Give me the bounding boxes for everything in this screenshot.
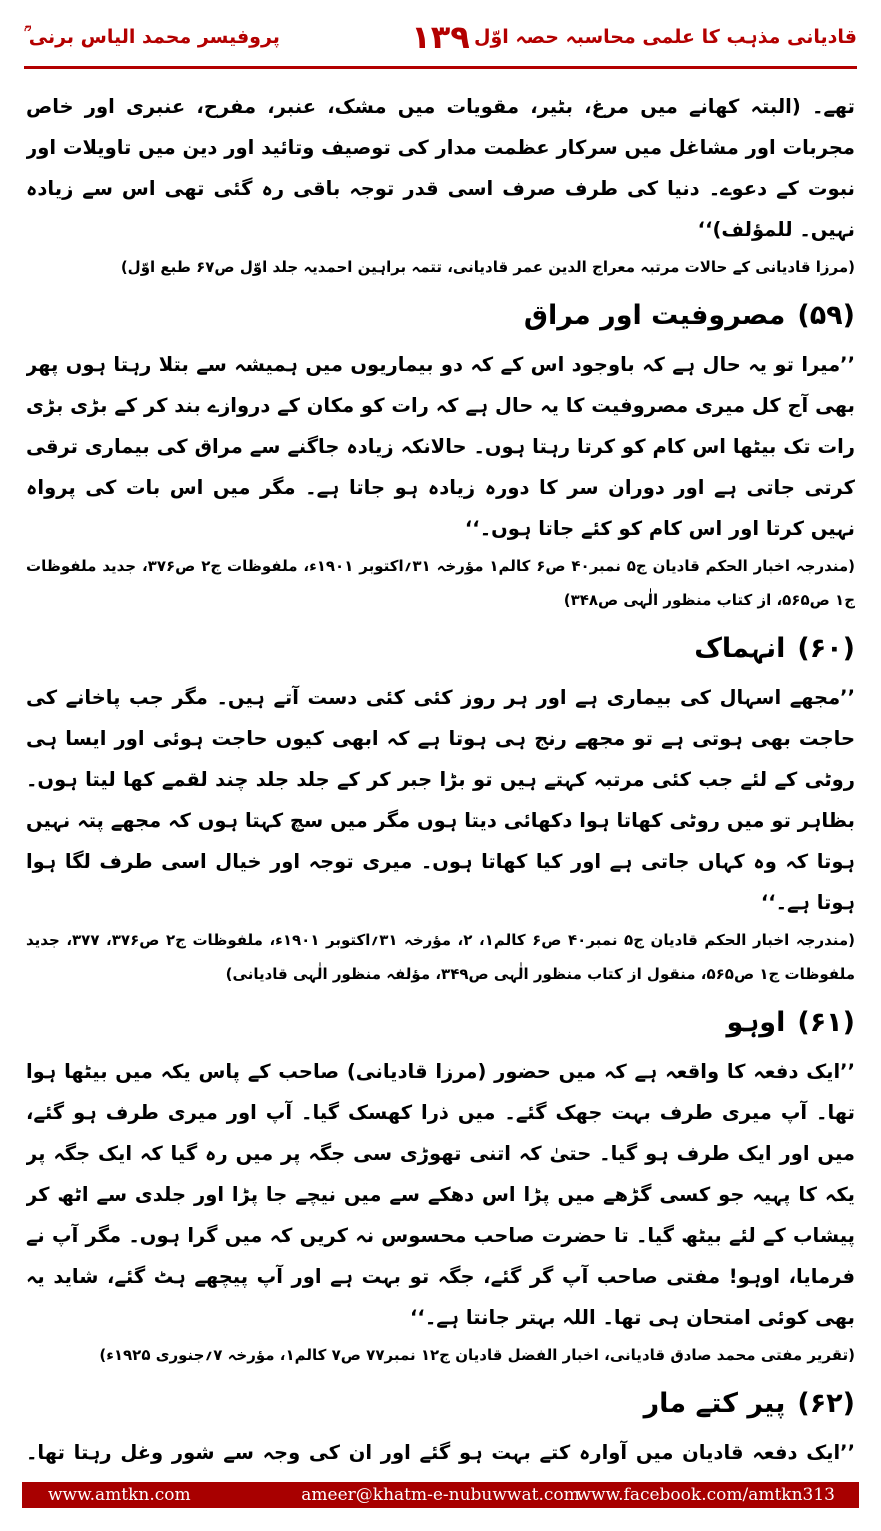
footer-website-link[interactable]: www.amtkn.com (48, 1485, 191, 1505)
section-60-text: ’’مجھے اسہال کی بیماری ہے اور ہر روز کئی کئی دست آتے ہیں۔ مگر جب پاخانے کی حاجت بھی ہوتی ہے تو مجھے رنج ہی ہوتا ہے کہ ابھی کیوں حاجت ہوئی اور ایسا ہی روٹی کے لئے جب کئی مرتبہ کہتے ہیں تو بڑا جبر کر کے جلد جلد چند لقمے کھا لیتا ہوں۔ بظاہر تو میں روٹی کھاتا ہوا دکھائی دیتا ہوں مگر میں سچ کہتا ہوں کہ مجھے پتہ نہیں ہوتا کہ وہ کہاں جاتی ہے اور کیا کھاتا ہوں۔ میری توجہ اور خیال اسی طرف لگا ہوا ہوتا ہے۔‘‘ (26, 686, 855, 914)
section-62-number: (۶۲) (797, 1388, 855, 1419)
section-59-title: مصروفیت اور مراق (523, 300, 786, 331)
section-60-number: (۶۰) (797, 633, 855, 664)
intro-paragraph: تھے۔ (البتہ کھانے میں مرغ، بٹیر، مقویات میں مشک، عنبر، مفرح، عنبری اور خاص مجربات اور مشاغل میں سرکار عظمت مدار کی توصیف وتائید اور دین میں تاویلات اور نبوت کے دعوے۔ دنیا کی طرف صرف اسی قدر توجہ باقی رہ گئی تھی اس سے زیادہ نہیں۔ للمؤلف)‘‘ (26, 95, 855, 241)
book-title: قادیانی مذہب کا علمی محاسبہ حصہ اوّل (473, 26, 857, 48)
section-59-text: ’’میرا تو یہ حال ہے کہ باوجود اس کے کہ دو بیماریوں میں ہمیشہ سے بتلا رہتا ہوں پھر بھی آج کل میری مصروفیت کا یہ حال ہے کہ رات کو مکان کے دروازے بند کر کے بڑی بڑی رات تک بیٹھا اس کام کو کرتا رہتا ہوں۔ حالانکہ زیادہ جاگنے سے مراق کی بیماری ترقی کرتی جاتی ہے اور دوران سر کا دورہ زیادہ ہو جاتا ہے۔ مگر میں اس بات کی پرواہ نہیں کرتا اور اس کام کو کئے جاتا ہوں۔‘‘ (26, 353, 855, 540)
author-name: پروفیسر محمد الیاس برنی ؒ (24, 26, 280, 48)
header-divider (24, 66, 857, 69)
section-59-heading (26, 294, 855, 338)
section-61-title: اوہو (726, 1007, 786, 1038)
footer-email-link[interactable]: ameer@khatm-e-nubuwwat.com (301, 1485, 580, 1505)
section-60-reference: (مندرجہ اخبار الحکم قادیان ج۵ نمبر۴۰ ص۶ کالم۱، ۲، مؤرخہ ۳۱؍اکتوبر ۱۹۰۱ء، ملفوظات ج۲ ص۳۷۶، ۳۷۷، جدید ملفوظات ج۱ ص۵۶۵، منقول از کتاب منظور الٰہی ص۳۴۹، مؤلفہ منظور الٰہی قادیانی) (26, 931, 855, 983)
page-number: ۱۳۹ (411, 18, 470, 56)
section-61-heading (26, 1001, 855, 1045)
section-61-reference: (تقریر مفتی محمد صادق قادیانی، اخبار الفضل قادیان ج۱۲ نمبر۷۷ ص۷ کالم۱، مؤرخہ ۷؍جنوری ۱۹۲۵ء) (99, 1346, 855, 1364)
page-footer (22, 1482, 859, 1508)
section-62-title: پیر کتے مار (643, 1388, 786, 1419)
intro-reference: (مرزا قادیانی کے حالات مرتبہ معراج الدین عمر قادیانی، تتمہ براہین احمدیہ جلد اوّل ص۶۷ طبع اوّل) (120, 258, 855, 276)
section-61-number: (۶۱) (797, 1007, 855, 1038)
section-62-heading (26, 1382, 855, 1426)
section-59-reference: (مندرجہ اخبار الحکم قادیان ج۵ نمبر۴۰ ص۶ کالم۱ مؤرخہ ۳۱؍اکتوبر ۱۹۰۱ء، ملفوظات ج۲ ص۳۷۶، جدید ملفوظات ج۱ ص۵۶۵، از کتاب منظور الٰہی ص۳۴۸) (26, 557, 855, 609)
section-61-text: ’’ایک دفعہ کا واقعہ ہے کہ میں حضور (مرزا قادیانی) صاحب کے پاس یکہ میں بیٹھا ہوا تھا۔ آپ میری طرف بہت جھک گئے۔ میں ذرا کھسک گیا۔ آپ اور میری طرف ہو گئے، میں اور ایک طرف ہو گیا۔ حتیٰ کہ اتنی تھوڑی سی جگہ پر میں رہ گیا کہ ایک جگہ پر یکہ کا پہیہ جو کسی گڑھے میں پڑا اس دھکے سے میں نیچے جا پڑا اور جلدی سے اٹھ کر پیشاب کے لئے بیٹھ گیا۔ تا حضرت صاحب محسوس نہ کریں کہ میں گرا ہوں۔ مگر آپ نے فرمایا، اوہو! مفتی صاحب آپ گر گئے، جگہ تو بہت ہے اور آپ پیچھے ہٹ گئے، شاید یہ بھی کوئی امتحان ہی تھا۔ اللہ بہتر جانتا ہے۔‘‘ (26, 1060, 855, 1329)
section-60-heading (26, 627, 855, 671)
section-59-number: (۵۹) (797, 300, 855, 331)
page-header (24, 20, 857, 64)
section-60-title: انہماک (694, 633, 786, 664)
section-62-text: ’’ایک دفعہ قادیان میں آوارہ کتے بہت ہو گئے اور ان کی وجہ سے شور وغل رہتا تھا۔ (26, 1441, 855, 1464)
footer-facebook-link[interactable]: www.facebook.com/amtkn313 (576, 1485, 835, 1505)
page-content (26, 86, 855, 1466)
